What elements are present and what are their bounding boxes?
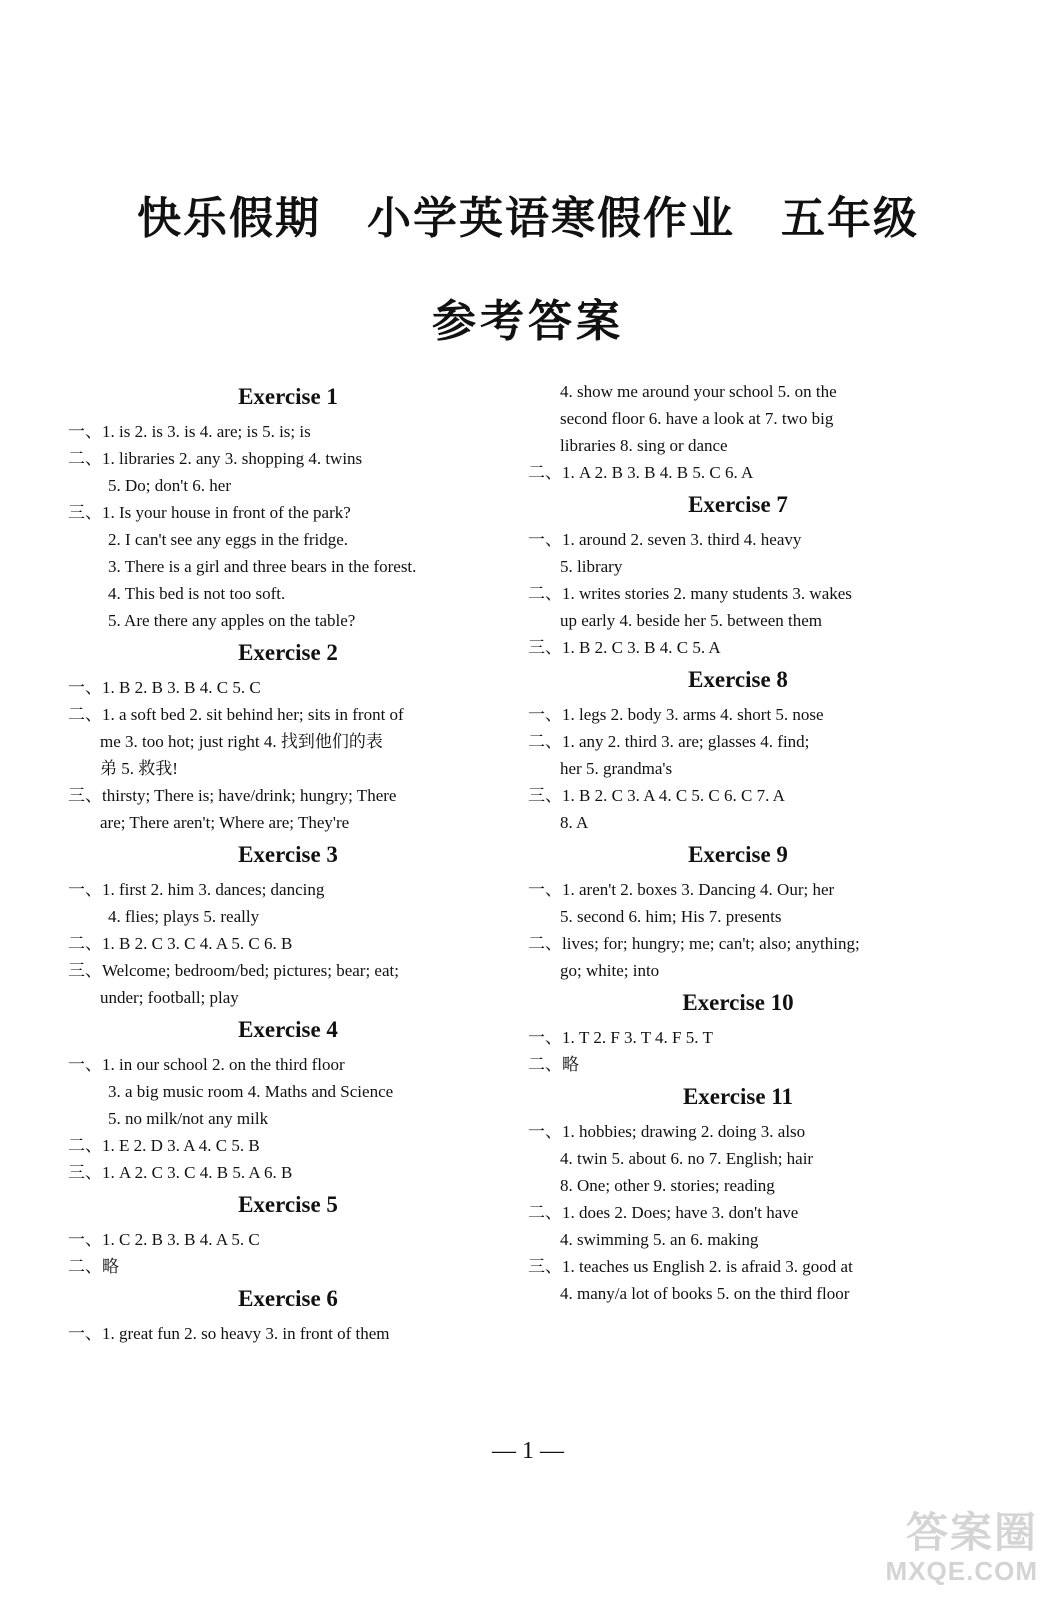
exercise-heading: Exercise 2 [238, 640, 338, 665]
answer-line: are; There aren't; Where are; They're [100, 813, 350, 832]
answer-line: 二、略 [528, 1055, 579, 1074]
answer-line: 三、thirsty; There is; have/drink; hungry; There [68, 786, 397, 805]
answer-line: 一、1. is 2. is 3. is 4. are; is 5. is; is [68, 422, 311, 441]
answer-line: 一、1. in our school 2. on the third floor [68, 1055, 345, 1074]
exercise-heading: Exercise 9 [688, 842, 788, 867]
watermark-url: MXQE.COM [885, 1556, 1038, 1586]
answer-line: 二、1. a soft bed 2. sit behind her; sits in front of [68, 705, 404, 724]
answer-line: her 5. grandma's [560, 759, 673, 778]
exercise-heading: Exercise 5 [238, 1192, 338, 1217]
answer-line: 一、1. great fun 2. so heavy 3. in front of them [68, 1324, 390, 1343]
answer-line: 一、1. around 2. seven 3. third 4. heavy [528, 530, 802, 549]
exercise-heading: Exercise 8 [688, 667, 788, 692]
answer-line: 三、1. B 2. C 3. B 4. C 5. A [528, 638, 721, 657]
answer-line: 4. This bed is not too soft. [108, 584, 286, 603]
answer-line: 8. A [560, 813, 589, 832]
answer-line: 4. twin 5. about 6. no 7. English; hair [560, 1149, 814, 1168]
answer-line: 4. swimming 5. an 6. making [560, 1230, 759, 1249]
exercise-heading: Exercise 11 [682, 1084, 794, 1109]
answer-line: 二、lives; for; hungry; me; can't; also; anything; [528, 934, 860, 953]
answer-line: 5. second 6. him; His 7. presents [560, 907, 782, 926]
answer-line: second floor 6. have a look at 7. two big [560, 409, 834, 428]
answer-line: 一、1. legs 2. body 3. arms 4. short 5. nose [528, 705, 824, 724]
answer-line: 二、略 [68, 1257, 119, 1276]
answer-line: 二、1. writes stories 2. many students 3. wakes [528, 584, 852, 603]
answer-line: 2. I can't see any eggs in the fridge. [108, 530, 349, 549]
answer-line: 一、1. hobbies; drawing 2. doing 3. also [528, 1122, 806, 1141]
exercise-heading: Exercise 6 [238, 1286, 338, 1311]
watermark-text: 答案圈 [905, 1509, 1038, 1556]
answer-line: 5. Do; don't 6. her [108, 476, 231, 495]
answer-line: up early 4. beside her 5. between them [560, 611, 822, 630]
exercise-heading: Exercise 4 [238, 1017, 338, 1042]
answer-line: 二、1. libraries 2. any 3. shopping 4. twins [68, 449, 363, 468]
exercise-heading: Exercise 10 [682, 990, 794, 1015]
answer-line: 三、1. B 2. C 3. A 4. C 5. C 6. C 7. A [528, 786, 785, 805]
exercise-heading: Exercise 7 [688, 492, 788, 517]
answer-line: 5. Are there any apples on the table? [108, 611, 356, 630]
answer-line: 二、1. B 2. C 3. C 4. A 5. C 6. B [68, 934, 293, 953]
answer-line: 8. One; other 9. stories; reading [560, 1176, 775, 1195]
answer-line: 弟 5. 救我! [100, 759, 178, 778]
answer-line: 一、1. C 2. B 3. B 4. A 5. C [68, 1230, 260, 1249]
answer-line: 一、1. B 2. B 3. B 4. C 5. C [68, 678, 261, 697]
answer-line: 三、1. teaches us English 2. is afraid 3. good at [528, 1257, 853, 1276]
answer-line: me 3. too hot; just right 4. 找到他们的表 [100, 732, 383, 751]
answer-line: 二、1. does 2. Does; have 3. don't have [528, 1203, 799, 1222]
answer-line: 5. no milk/not any milk [108, 1109, 269, 1128]
answer-line: 三、1. A 2. C 3. C 4. B 5. A 6. B [68, 1163, 293, 1182]
answer-line: 3. a big music room 4. Maths and Science [108, 1082, 394, 1101]
answer-line: 4. many/a lot of books 5. on the third floor [560, 1284, 850, 1303]
answer-line: 5. library [560, 557, 623, 576]
answer-line: 二、1. E 2. D 3. A 4. C 5. B [68, 1136, 260, 1155]
answer-line: go; white; into [560, 961, 660, 980]
answer-key-heading: 参考答案 [432, 296, 624, 347]
right-answer-column [528, 378, 948, 1307]
answer-line: 三、Welcome; bedroom/bed; pictures; bear; eat; [68, 961, 399, 980]
answer-line: 三、1. Is your house in front of the park? [68, 503, 351, 522]
answer-line: libraries 8. sing or dance [560, 436, 728, 455]
answer-line: 二、1. A 2. B 3. B 4. B 5. C 6. A [528, 463, 754, 482]
answer-line: 3. There is a girl and three bears in the forest. [108, 557, 417, 576]
exercise-heading: Exercise 1 [238, 384, 338, 409]
answer-line: under; football; play [100, 988, 239, 1007]
answer-line: 4. show me around your school 5. on the [560, 382, 837, 401]
exercise-heading: Exercise 3 [238, 842, 338, 867]
answer-line: 4. flies; plays 5. really [108, 907, 260, 926]
watermark-logo [886, 1510, 1038, 1586]
answer-line: 一、1. aren't 2. boxes 3. Dancing 4. Our; her [528, 880, 835, 899]
page-number: — 1 — [492, 1438, 564, 1464]
page-title: 快乐假期 小学英语寒假作业 五年级 [137, 193, 919, 244]
left-answer-column [68, 378, 508, 1347]
answer-line: 二、1. any 2. third 3. are; glasses 4. find; [528, 732, 810, 751]
answer-line: 一、1. first 2. him 3. dances; dancing [68, 880, 325, 899]
answer-line: 一、1. T 2. F 3. T 4. F 5. T [528, 1028, 713, 1047]
